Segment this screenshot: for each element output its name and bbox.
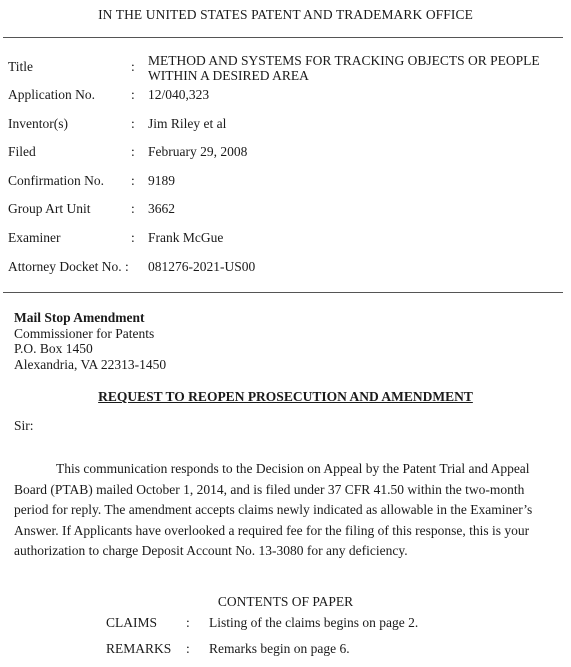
bottom-divider [3,292,563,293]
bib-value-filed: February 29, 2008 [148,144,248,159]
bib-row-title [8,53,563,83]
bib-value-examiner: Frank McGue [148,230,224,245]
bib-colon: : [131,116,135,131]
salutation: Sir: [14,418,34,433]
bib-colon: : [131,87,135,102]
bib-row-confirmation-no [8,173,563,193]
bib-label-filed: Filed [8,144,36,159]
bib-colon: : [131,144,135,159]
contents-text-remarks: Remarks begin on page 6. [209,641,350,656]
bib-label-inventors: Inventor(s) [8,116,68,131]
address-line-3: Alexandria, VA 22313-1450 [14,356,167,372]
contents-label-remarks: REMARKS [106,641,172,656]
bib-label-attorney-docket: Attorney Docket No. : [8,259,129,274]
bib-label-group-art-unit: Group Art Unit [8,201,91,216]
bib-value-attorney-docket: 081276-2021-US00 [148,259,256,274]
bib-row-examiner [8,230,563,250]
contents-heading: CONTENTS OF PAPER [217,594,354,609]
mail-stop-line: Mail Stop Amendment [14,310,145,325]
bib-label-application-no: Application No. [8,87,95,102]
mailing-address [14,310,166,372]
contents-label-claims: CLAIMS [106,615,158,630]
bib-value-application-no: 12/040,323 [148,87,210,102]
bib-value-confirmation-no: 9189 [148,173,175,188]
bib-value-inventors: Jim Riley et al [148,116,227,131]
bib-colon: : [131,59,135,74]
bib-value-title: METHOD AND SYSTEMS FOR TRACKING OBJECTS OR PEOPLE WITHIN A DESIRED AREA [148,53,540,83]
request-heading: REQUEST TO REOPEN PROSECUTION AND AMENDMENT [98,389,473,404]
contents-colon: : [186,615,190,630]
bib-label-title: Title [8,59,34,74]
bib-row-attorney-docket [8,259,563,279]
bib-value-group-art-unit: 3662 [148,201,175,216]
office-header: IN THE UNITED STATES PATENT AND TRADEMARK OFFICE [98,7,473,22]
bib-colon: : [131,201,135,216]
contents-text-claims: Listing of the claims begins on page 2. [209,615,419,630]
bib-label-examiner: Examiner [8,230,61,245]
bib-row-application-no [8,87,563,107]
bib-row-inventors [8,116,563,136]
body-paragraph: This communication responds to the Decision on Appeal by the Patent Trial and Appeal Board (PTAB) mailed October 1, 2014, and is filed under 37 CFR 41.50 within the two-month period for reply. The amendment accepts claims newly indicated as allowable in the Examiner’s Answer. If Applicants have overlooked a required fee for the filing of this response, this is your authorization to charge Deposit Account No. 13-3080 for any deficiency. [14,461,533,558]
address-line-1: Commissioner for Patents [14,325,155,341]
bib-label-confirmation-no: Confirmation No. [8,173,104,188]
contents-colon: : [186,641,190,656]
bib-colon: : [131,230,135,245]
bib-row-filed [8,144,563,164]
bib-row-group-art-unit [8,201,563,221]
address-line-2: P.O. Box 1450 [14,341,93,356]
bib-colon: : [131,173,135,188]
top-divider [3,37,563,38]
